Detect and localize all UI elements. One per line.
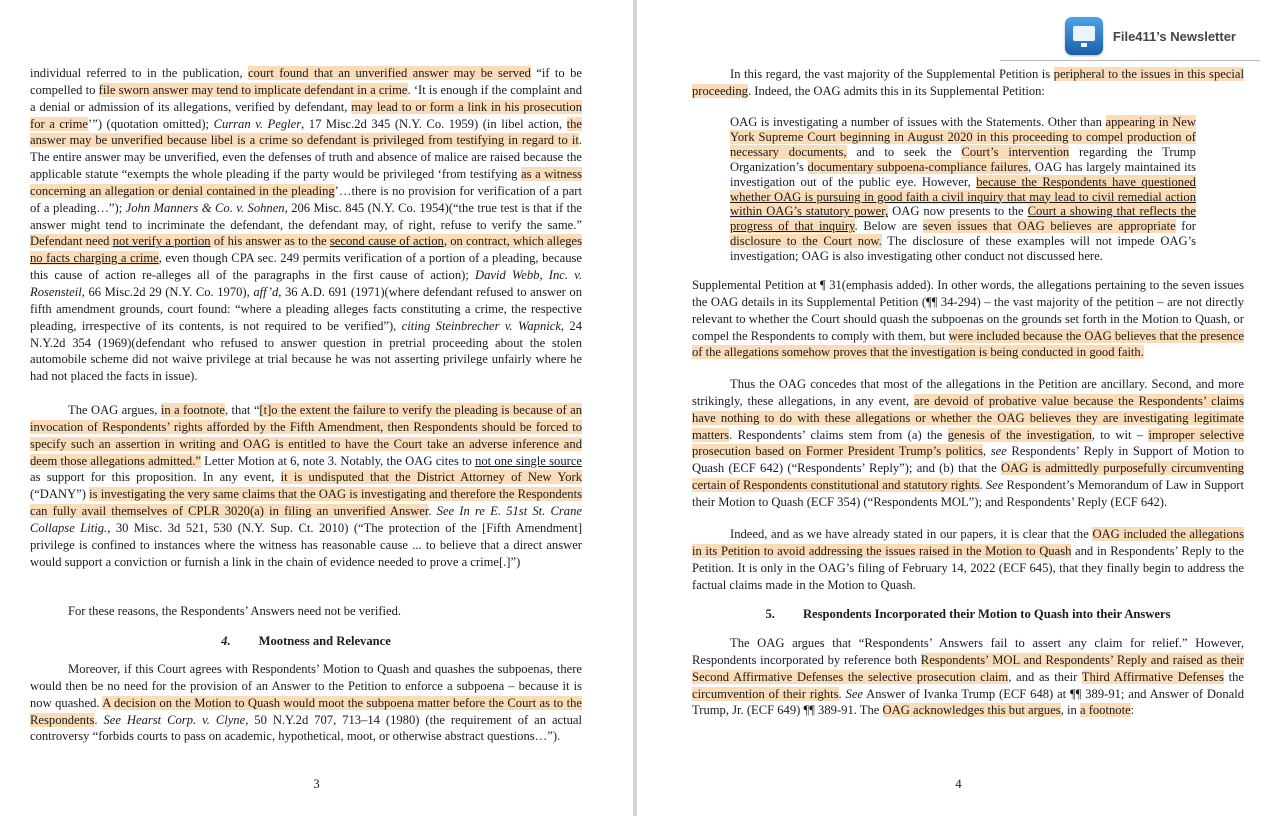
- highlight: genesis of the investigation: [947, 427, 1092, 442]
- text-run: the: [1223, 669, 1244, 684]
- text-run: , in: [1060, 703, 1080, 718]
- highlight: a footnote: [1079, 703, 1131, 718]
- text-run: .: [428, 504, 437, 519]
- citation-signal: see: [990, 444, 1007, 459]
- text-run: In this regard, the vast majority of the Supplemental Petition is: [730, 67, 1054, 81]
- text-run: regarding the Trump Organization’s: [730, 144, 1196, 174]
- text-run: . ‘It is enough if the complaint and a denial or admission of its allegations, verified by defendant,: [30, 82, 582, 114]
- case-citation: aff’d: [253, 284, 279, 299]
- text-run: , 24 N.Y.2d 354 (1969)(defendant who refused to answer question in pretrial proceeding about the stolen automobile scheme did not waive privilege at trial because he was not asserting privilege unfairly where he had not placed the facts in issue).: [30, 318, 582, 384]
- text-run: OAG now presents to the: [888, 204, 1028, 219]
- text-run: Moreover, if this Court agrees with Respondents’ Motion to Quash and quashes the subpoenas, there would then be no need for the provision of an Answer to the Petition to enforce a subpoena – because it is now quashed.: [30, 662, 582, 710]
- highlight: [t]o the extent the failure to verify the pleading is because of an invocation of Respondents’ rights afforded by the Fifth Amendment, then Respondents should be forced to specify such an assertion in writing and OAG is entitled to have the Court take an adverse inference and deem those allegations admitted.”: [30, 403, 582, 468]
- highlight: were included because the OAG believes that the presence of the allegations somehow proves that the investigation is being conducted in good faith.: [692, 328, 1245, 360]
- text-run: “if to be compelled to: [30, 66, 582, 97]
- brand-divider: [1000, 60, 1260, 61]
- highlight: the answer may be unverified because libel is a crime so defendant is privileged from testifying in regard to it: [30, 116, 583, 148]
- highlight: is investigating the very same claims that the OAG is investigating and therefore the Respondents can fully avail themselves of CPLR 3020(a) in filing an unverified Answer: [30, 487, 582, 519]
- text-run: The disclosure of these examples will not impede OAG’s investigation; OAG is also investigating other conduct not discussed here.: [730, 234, 1196, 264]
- newsletter-brand: [1065, 17, 1236, 55]
- text-run: , 50 N.Y.2d 707, 713–14 (1980) (the requirement of an actual controversy “forbids courts to pass on academic, hypothetical, moot, or otherwise abstract questions…”).: [30, 712, 583, 744]
- oag-argues-text: [30, 402, 582, 570]
- text-run: , 206 Misc. 845 (N.Y. Co. 1954)(“the true test is that if the answer might tend to incriminate the defendant, the defendant may, of right, refuse to verify the same.”: [30, 200, 582, 232]
- text-run: :: [1130, 703, 1135, 718]
- text-run: Respondent’s Memorandum of Law in Support their Motion to Quash (ECF 354) (“Respondents MOL”); and Respondents’ Reply (ECF 642).: [692, 478, 1245, 509]
- computer-screen-icon: [1065, 17, 1103, 55]
- paragraph-incorporated: [692, 635, 1244, 719]
- highlight: Third Affirmative Defenses: [1081, 669, 1224, 684]
- text-run: , that “: [225, 403, 260, 417]
- case-citation: David Webb, Inc. v. Rosensteil: [30, 268, 582, 299]
- section-heading-4: [30, 633, 582, 650]
- highlight: circumvention of their rights: [692, 686, 839, 701]
- highlight: documentary subpoena-compliance failures: [807, 159, 1029, 174]
- text-run: (“DANY”): [30, 487, 90, 502]
- indeed-text: [692, 526, 1244, 593]
- highlight: OAG included the allegations in its Petition to avoid addressing the issues raised in the Motion to Quash: [692, 527, 1244, 558]
- paragraph-case-law: [30, 65, 582, 385]
- case-law-text: [30, 65, 582, 385]
- highlight: of his answer as to the: [210, 234, 330, 249]
- highlight: appearing in New York Supreme Court beginning in August 2020 in this proceeding to compel production of necessary documents,: [730, 115, 1196, 159]
- highlight: court found that an unverified answer may be served: [247, 66, 531, 80]
- case-citation: See In re E. 51st St. Crane Collapse Litig.: [30, 504, 582, 535]
- section-heading-5: [692, 606, 1244, 623]
- section-number: 5.: [765, 607, 775, 621]
- highlight: are devoid of probative value because the Respondents’ claims have nothing to do with these allegations or whether the OAG believes they are investigating legitimate matters: [692, 393, 1244, 442]
- incorporated-text: [692, 635, 1244, 719]
- paragraph-concedes: [692, 376, 1244, 511]
- text-run: and to seek the: [846, 144, 962, 159]
- document-page-4: [637, 0, 1280, 816]
- highlight: peripheral to the issues in this special proceeding: [692, 67, 1245, 98]
- text-run: The OAG argues that “Respondents’ Answers fail to assert any claim for relief.” However, Respondents incorporated by reference both: [692, 636, 1244, 667]
- text-run: Respondents’ Reply in Support of Motion to Quash (ECF 642) (“Respondents’ Reply”); and (b) that the: [692, 444, 1245, 476]
- highlight: in a footnote: [160, 403, 225, 417]
- highlight-underlined: Court a showing that reflects the progress of that inquiry: [730, 204, 1196, 234]
- text-run: , 30 Misc. 3d 521, 530 (N.Y. Sup. Ct. 2010) (“The protection of the [Fifth Amendment] privilege is confined to instances where the witness has reasonable cause ... to believe that a direct answer would support a conviction or furnish a link in the chain of evidence needed to prove a crime[.]”): [30, 520, 583, 569]
- text-run: ’…there is no provision for verification of a part of a pleading…”);: [30, 183, 582, 215]
- text-run: , even though CPA sec. 249 permits verification of a portion of a pleading, because this cause of action re-alleges all of the paragraphs in the first cause of action);: [30, 251, 582, 283]
- paragraph-conclusion: [30, 603, 582, 620]
- page-number: 3: [313, 777, 320, 791]
- text-run: . Respondents’ claims stem from (a) the: [729, 427, 948, 442]
- highlight-underlined: not verify a portion: [112, 234, 211, 249]
- text-run: .: [838, 686, 846, 701]
- text-run: and in Respondents’ Reply to the Petition. It is only in the OAG’s filing of February 14, 2022 (ECF 645), that they finally begin to address the factual claims made in the Motion to Quash.: [692, 543, 1244, 592]
- text-run: .: [94, 712, 104, 727]
- paragraph-oag-argues: [30, 402, 582, 570]
- text-run: OAG is investigating a number of issues with the Statements. Other than: [730, 115, 1106, 129]
- paragraph-mootness: [30, 661, 582, 745]
- highlight: seven issues that OAG believes are appropriate: [922, 219, 1176, 234]
- supplemental-text: [692, 277, 1244, 361]
- highlight: A decision on the Motion to Quash would moot the subpoena matter before the Court as to the Respondents: [30, 695, 582, 727]
- highlight: , on contract, which alleges: [443, 234, 582, 249]
- peripheral-text: [692, 66, 1244, 100]
- text-run: ’”) (quotation omitted);: [88, 116, 214, 131]
- case-citation: See Hearst Corp. v. Clyne: [103, 712, 246, 727]
- highlight: as a witness concerning an allegation or denial contained in the pleading: [30, 167, 582, 198]
- text-run: . Below are: [854, 219, 923, 234]
- mootness-text: [30, 661, 582, 745]
- highlight-underlined: because the Respondents have questioned whether OAG is pursuing in good faith a civil inquiry that may lead to civil remedial action within OAG’s statutory power,: [730, 174, 1196, 219]
- text-run: Answer of Ivanka Trump (ECF 648) at ¶¶ 389-91; and Answer of Donald Trump, Jr. (ECF 649) ¶¶ 389-91. The: [692, 686, 1245, 718]
- text-run: Supplemental Petition at ¶ 31(emphasis added). In other words, the allegations pertaining to the seven issues the OAG details in its Supplemental Petition (¶¶ 34-294) – the vast majority of the petition – are not directly relevant to whether the Court should quash the subpoenas on the grounds set forth in the Motion to Quash, or compel the Respondents to comply with them, but: [692, 278, 1244, 343]
- highlight: Defendant need: [30, 234, 113, 249]
- highlight: may lead to or form a link in his prosecution for a crime: [30, 99, 582, 131]
- text-run: , OAG has largely maintained its investigation out of the public eye. However,: [730, 159, 1196, 189]
- case-citation: citing Steinbrecher v. Wapnick: [401, 318, 561, 333]
- highlight: it is undisputed that the District Attorney of New York: [280, 470, 582, 485]
- text-run: .: [979, 478, 986, 493]
- text-run: for: [1175, 219, 1196, 234]
- paragraph-indeed: [692, 526, 1244, 593]
- text-run: individual referred to in the publication,: [30, 66, 248, 80]
- case-citation: Curran v. Pegler: [213, 116, 302, 131]
- highlight: disclosure to the Court now.: [730, 234, 882, 249]
- paragraph-peripheral: [692, 66, 1244, 100]
- highlight: improper selective prosecution based on Former President Trump’s politics: [692, 427, 1244, 459]
- text-run: , 17 Misc.2d 345 (N.Y. Co. 1959) (in libel action,: [301, 116, 567, 131]
- citation-signal: See: [985, 478, 1004, 493]
- section-number: 4.: [221, 634, 231, 648]
- block-quote: [730, 115, 1196, 264]
- section-title: Mootness and Relevance: [258, 634, 391, 648]
- text-run: , 36 A.D. 691 (1971)(where defendant refused to answer on fifth amendment grounds, court found: “where a pleading alleges facts constituting a crime, the respective pleading, irrespective of its contents, is not required to be verified”),: [30, 284, 582, 333]
- conclusion-text: For these reasons, the Respondents’ Answers need not be verified.: [68, 604, 402, 618]
- highlight-underlined: no facts charging a crime: [30, 251, 159, 266]
- page-number: 4: [955, 777, 962, 791]
- highlight-underlined: second cause of action: [329, 234, 444, 249]
- highlight: Court’s intervention: [961, 144, 1070, 159]
- text-run: , 66 Misc.2d 29 (N.Y. Co. 1970),: [81, 284, 254, 299]
- underlined-text: not one single source: [475, 453, 583, 468]
- concedes-text: [692, 376, 1244, 511]
- text-run: ,: [982, 444, 991, 459]
- text-run: , and as their: [1008, 669, 1082, 684]
- highlight: OAG is admittedly purposefully circumventing certain of Respondents constitutional and statutory rights: [692, 461, 1244, 493]
- text-run: as support for this proposition. In any event,: [30, 470, 281, 485]
- text-run: Letter Motion at 6, note 3. Notably, the OAG cites to: [200, 453, 476, 468]
- text-run: , to wit –: [1091, 427, 1149, 442]
- text-run: The OAG argues,: [68, 403, 161, 417]
- case-citation: John Manners & Co. v. Sohnen: [125, 200, 285, 215]
- text-run: Thus the OAG concedes that most of the allegations in the Petition are ancillary. Second, and more strikingly, these allegations, in any event,: [692, 377, 1244, 408]
- highlight: file sworn answer may tend to implicate defendant in a crime: [98, 82, 408, 97]
- citation-signal: See: [845, 686, 863, 701]
- highlight: OAG acknowledges this but argues: [882, 703, 1061, 718]
- paragraph-supplemental: [692, 277, 1244, 361]
- section-title: Respondents Incorporated their Motion to Quash into their Answers: [802, 607, 1171, 621]
- document-page-3: [0, 0, 633, 816]
- brand-name: File411’s Newsletter: [1112, 28, 1236, 44]
- text-run: . The entire answer may be unverified, even the defenses of truth and absence of malice are raised because the applicable statute “exempts the whole pleading if the party would be privileged ‘from testifying: [30, 133, 582, 182]
- highlight: Respondents’ MOL and Respondents’ Reply and raised as their Second Affirmative Defenses the selective prosecution claim: [692, 652, 1245, 684]
- text-run: Indeed, and as we have already stated in our papers, it is clear that the: [730, 527, 1093, 541]
- block-quote-text: [730, 115, 1196, 264]
- text-run: . Indeed, the OAG admits this in its Supplemental Petition:: [747, 83, 1045, 98]
